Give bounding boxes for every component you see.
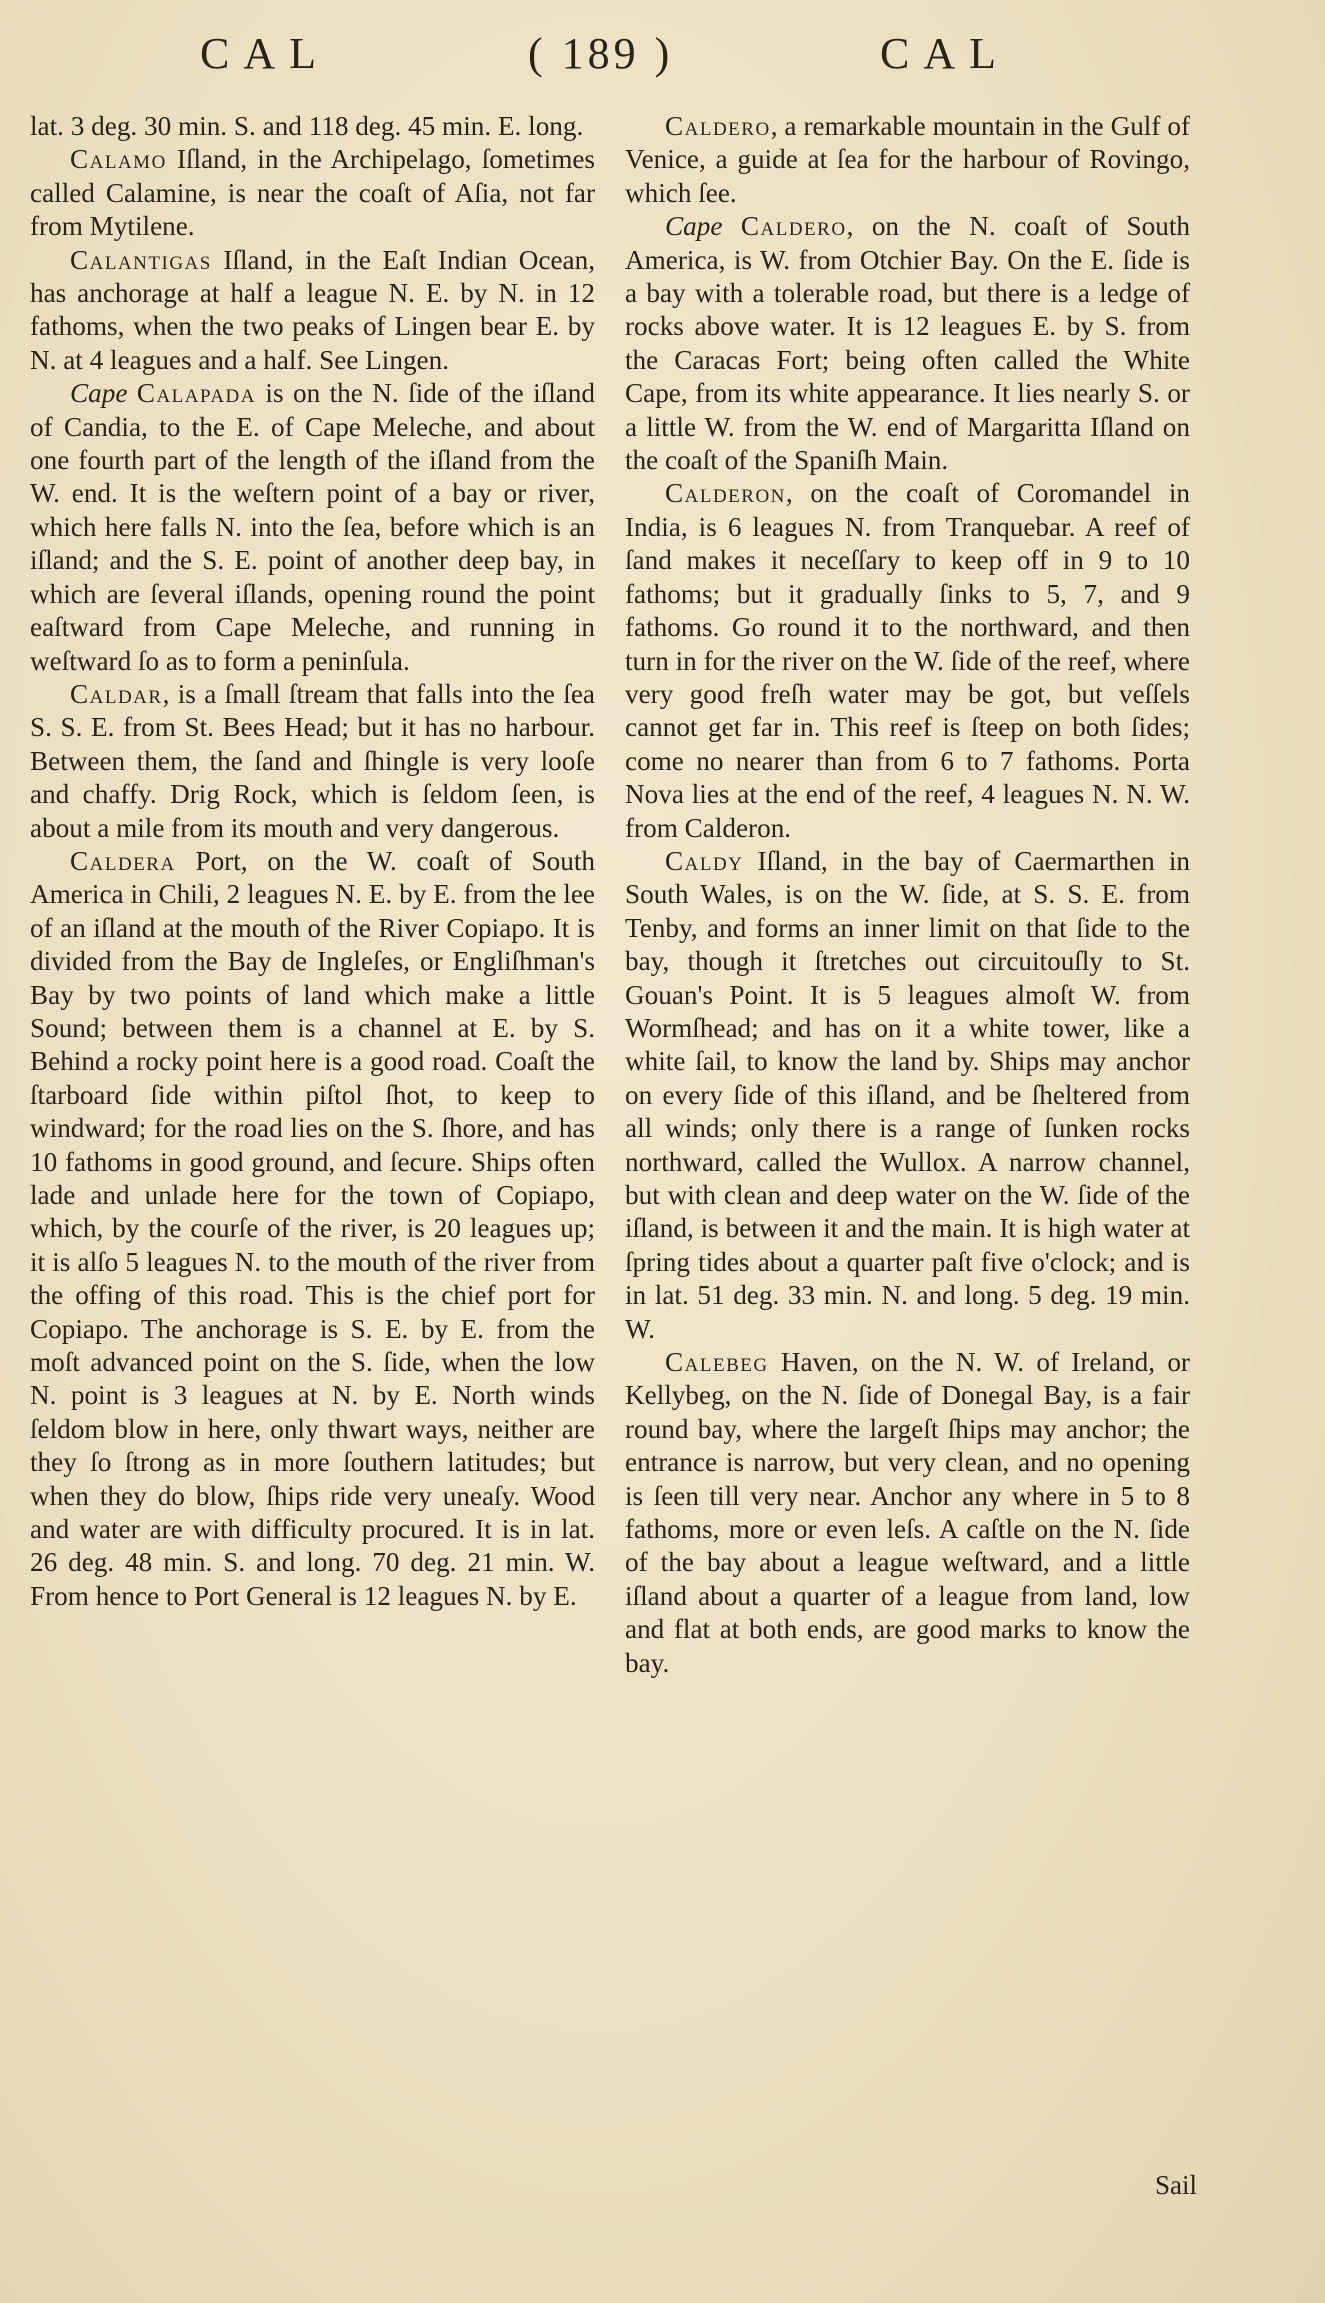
entry-paragraph: Caldera Port, on the W. coaſt of South America in Chili, 2 leagues N. E. by E. from the lee of an iſland at the mouth of the River Copiapo. It is divided from the Bay de Ingleſes, or Engliſhman's Bay by two points of land which make a little Sound; between them is a channel at E. by S. Behind a rocky point here is a good road. Coaſt the ſtarboard ſide within piſtol ſhot, to keep to windward; for the road lies on the S. ſhore, and has 10 fathoms in good ground, and ſecure. Ships often lade and unlade here for the town of Copiapo, which, by the courſe of the river, is 20 leagues up; it is alſo 5 leagues N. to the mouth of the river from the offing of this road. This is the chief port for Copiapo. The anchorage is S. E. by E. from the moſt advanced point on the S. ſide, when the low N. point is 3 leagues at N. by E. North winds ſeldom blow in here, only thwart ways, neither are they ſo ſtrong as in more ſouthern latitudes; but when they do blow, ſhips ride very uneaſy. Wood and water are with difficulty procured. It is in lat. 26 deg. 48 min. S. and long. 70 deg. 21 min. W. From hence to Port General is 12 leagues N. by E. bbox=[30, 845, 595, 1611]
entry-headword: Calapada bbox=[136, 378, 256, 409]
entry-paragraph: Calderon, on the coaſt of Coromandel in India, is 6 leagues N. from Tranquebar. A reef of ſand makes it neceſſary to keep off in 9 to 10 fathoms; but it gradually ſinks to 5, 7, and 9 fathoms. Go round it to the northward, and then turn in for the river on the W. ſide of the reef, where very good freſh water may be got, but veſſels cannot get far in. This reef is ſteep on both ſides; come no nearer than from 6 to 7 fathoms. Porta Nova lies at the end of the reef, 4 leagues N. N. W. from Calderon. bbox=[625, 478, 1190, 843]
entry-paragraph: Caldero, a remarkable mountain in the Gulf of Venice, a guide at ſea for the harbour of Rovingo, which ſee. bbox=[625, 111, 1190, 208]
catchword: Sail bbox=[1155, 2170, 1198, 2200]
entry-paragraph: Calebeg Haven, on the N. W. of Ireland, or Kellybeg, on the N. ſide of Donegal Bay, is a fair round bay, where the largeſt ſhips may anchor; the entrance is narrow, but very clean, and no opening is ſeen till very near. Anchor any where in 5 to 8 fathoms, more or even leſs. A caſtle on the N. ſide of the bay about a league weſtward, and a little iſland about a quarter of a league from land, low and flat at both ends, are good marks to know the bay. bbox=[625, 1347, 1190, 1678]
entry-headword: Calebeg bbox=[665, 1347, 769, 1378]
entry-headword: Caldero bbox=[665, 111, 771, 141]
running-head-right: CAL bbox=[880, 29, 1010, 78]
entry-paragraph: Caldy Iſland, in the bay of Caermarthen in South Wales, is on the W. ſide, at S. S. E. from Tenby, and forms an inner limit on that ſide to the bay, though it ſtretches out circuitouſly to St. Gouan's Point. It is 5 leagues almoſt W. from Wormſhead; and has on it a white tower, like a white ſail, to know the land by. Ships may anchor on every ſide of this iſland, and be ſheltered from all winds; only there is a range of ſunken rocks northward, called the Wullox. A narrow channel, but with clean and deep water on the W. ſide of the iſland, is between it and the main. It is high water at ſpring tides about a quarter paſt five o'clock; and is in lat. 51 deg. 33 min. N. and long. 5 deg. 19 min. W. bbox=[625, 845, 1190, 1344]
entry-headword: Caldar bbox=[70, 678, 163, 709]
entry-headword: Caldero bbox=[740, 211, 847, 242]
entry-paragraph: Cape Calapada is on the N. ſide of the iſland of Candia, to the E. of Cape Meleche, and about one fourth part of the length of the iſland from the W. end. It is the weſtern point of a bay or river, which here falls N. into the ſea, before which is an iſland; and the S. E. point of another deep bay, in which are ſeveral iſlands, opening round the point eaſtward from Cape Meleche, and running in weſtward ſo as to form a peninſula. bbox=[30, 378, 595, 676]
entry-paragraph: lat. 3 deg. 30 min. S. and 118 deg. 45 min. E. long. bbox=[30, 111, 584, 141]
right-column bbox=[625, 110, 1190, 1680]
entry-headword: Calantigas bbox=[70, 244, 212, 275]
left-column bbox=[30, 110, 595, 1613]
entry-headword: Caldera bbox=[70, 845, 176, 876]
entry-paragraph: Caldar, is a ſmall ſtream that falls into the ſea S. S. E. from St. Bees Head; but it has no harbour. Between them, the ſand and ſhingle is very looſe and chaffy. Drig Rock, which is ſeldom ſeen, is about a mile from its mouth and very dangerous. bbox=[30, 678, 595, 843]
running-head bbox=[0, 28, 1325, 98]
entry-paragraph: Calamo Iſland, in the Archipelago, ſometimes called Calamine, is near the coaſt of Aſia, not far from Mytilene. bbox=[30, 144, 595, 242]
entry-headword: Calamo bbox=[70, 144, 167, 175]
running-head-left: CAL bbox=[200, 29, 330, 78]
entry-paragraph: Calantigas Iſland, in the Eaſt Indian Ocean, has anchorage at half a league N. E. by N. in 12 fathoms, when the two peaks of Lingen bear E. by N. at 4 leagues and a half. See Lingen. bbox=[30, 244, 595, 375]
entry-paragraph: Cape Caldero, on the N. coaſt of South America, is W. from Otchier Bay. On the E. ſide is a bay with a tolerable road, but there is a ledge of rocks above water. It is 12 leagues E. by S. from the Caracas Fort; being often called the White Cape, from its white appearance. It lies nearly S. or a little W. from the W. end of Margaritta Iſland on the coaſt of the Spaniſh Main. bbox=[625, 211, 1190, 476]
entry-headword: Caldy bbox=[665, 845, 744, 876]
entry-headword: Calderon bbox=[665, 478, 786, 509]
page-number: ( 189 ) bbox=[528, 29, 674, 78]
